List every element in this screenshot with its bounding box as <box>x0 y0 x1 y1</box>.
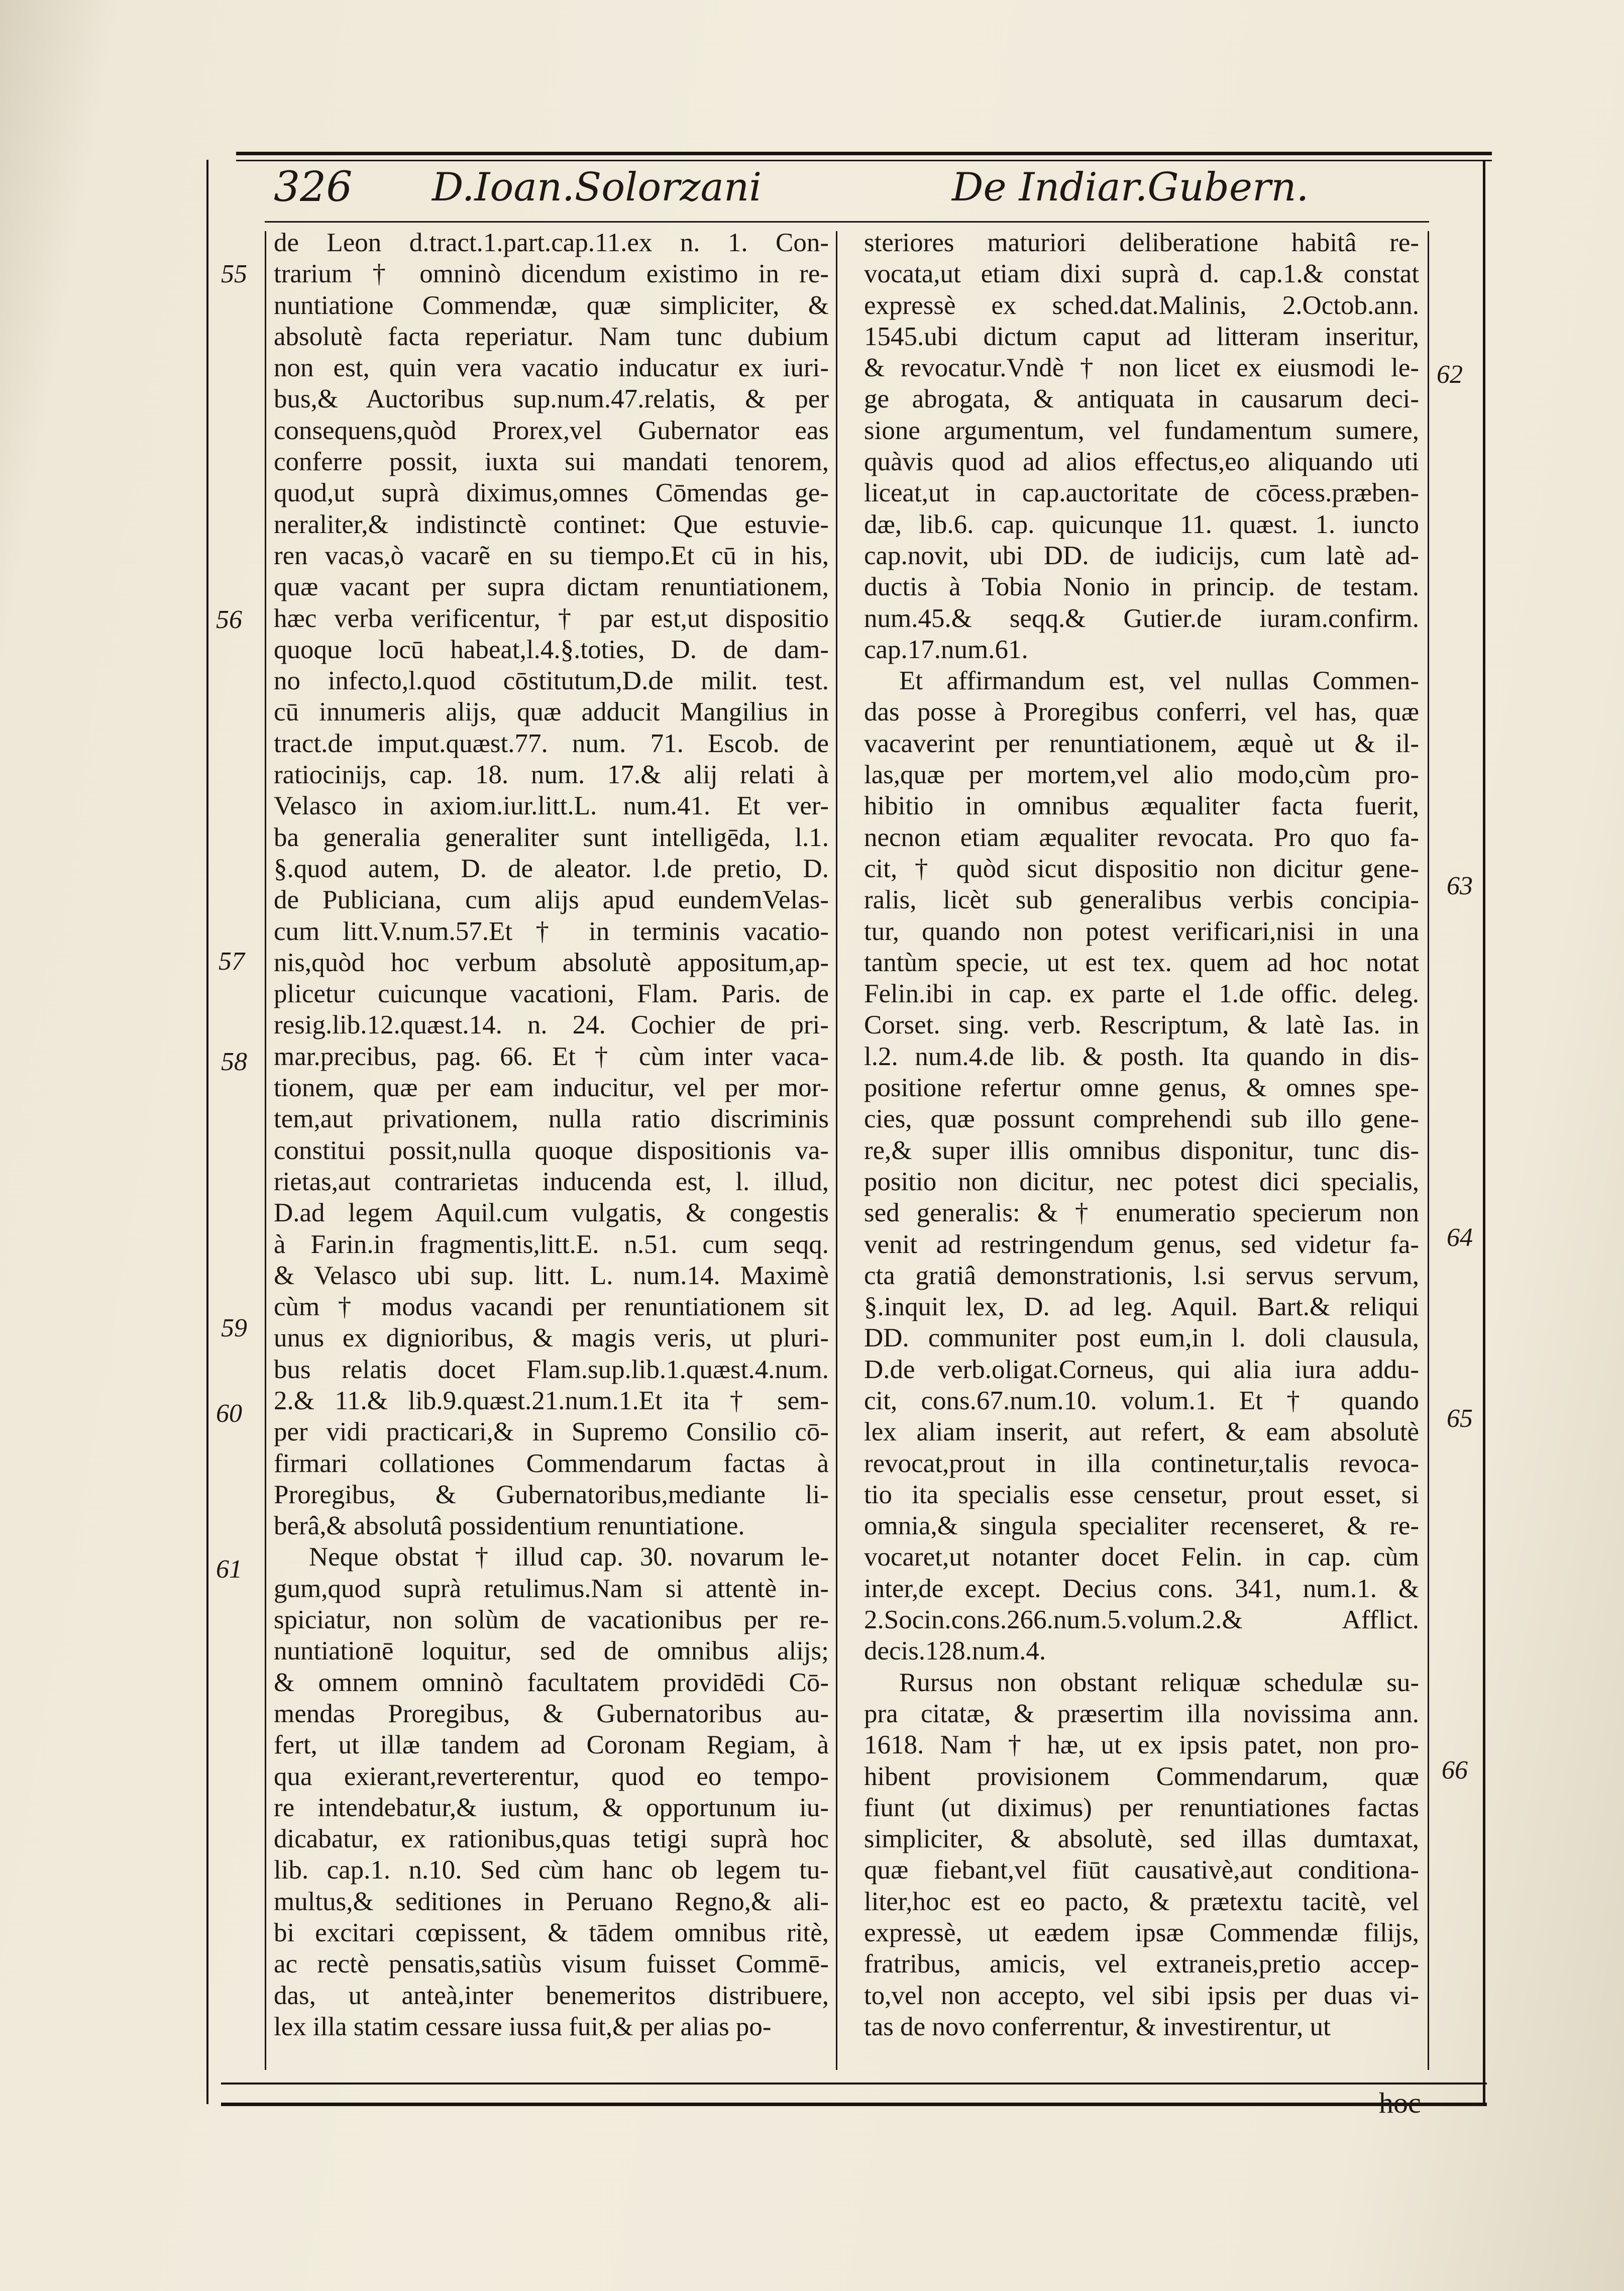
text-line: ralis, licèt sub generalibus verbis concipia- <box>864 885 1419 915</box>
margin-number: 56 <box>216 605 242 634</box>
text-line: absolutè facta reperiatur. Nam tunc dubium <box>274 322 829 351</box>
text-line: mar.precibus, pag. 66. Et † cùm inter vaca- <box>274 1042 829 1071</box>
text-line: steriores maturiori deliberatione habitâ re- <box>864 228 1419 257</box>
text-line: 1545.ubi dictum caput ad litteram inseritur, <box>864 322 1419 351</box>
text-line: mendas Proregibus, & Gubernatoribus au- <box>274 1699 829 1728</box>
text-line: unus ex dignioribus, & magis veris, ut pluri- <box>274 1323 829 1353</box>
margin-number: 64 <box>1447 1223 1473 1252</box>
text-line: num.45.& seqq.& Gutier.de iuram.confirm. <box>864 603 1419 633</box>
text-line: Rursus non obstant reliquæ schedulæ su- <box>899 1668 1419 1697</box>
text-line: cit, cons.67.num.10. volum.1. Et † quando <box>864 1386 1419 1415</box>
text-line: simpliciter, & absolutè, sed illas dumtaxat, <box>864 1824 1419 1854</box>
text-line: dæ, lib.6. cap. quicunque 11. quæst. 1. iuncto <box>864 509 1419 539</box>
text-line: §.quod autem, D. de aleator. l.de pretio, D. <box>274 854 829 883</box>
text-line: quæ vacant per supra dictam renuntiationem, <box>274 572 829 602</box>
text-line: D.de verb.oligat.Corneus, qui alia iura addu- <box>864 1355 1419 1384</box>
text-line: gum,quod suprà retulimus.Nam si attentè in- <box>274 1574 829 1603</box>
text-line: cap.17.num.61. <box>864 635 1028 664</box>
right-text-column <box>864 227 1419 2042</box>
text-line: Neque obstat † illud cap. 30. novarum le- <box>309 1542 829 1572</box>
text-line: tio ita specialis esse censetur, prout esset, si <box>864 1480 1419 1509</box>
text-line: firmari collationes Commendarum factas à <box>274 1448 829 1478</box>
text-line: Velasco in axiom.iur.litt.L. num.41. Et ver- <box>274 791 829 821</box>
margin-number: 57 <box>219 947 245 976</box>
text-line: to,vel non accepto, vel sibi ipsis per duas vi- <box>864 1981 1419 2010</box>
text-line: revocat,prout in illa continetur,talis revoca- <box>864 1448 1419 1478</box>
text-line: & Velasco ubi sup. litt. L. num.14. Maximè <box>274 1261 829 1290</box>
text-line: fratribus, amicis, vel extraneis,pretio accep- <box>864 1949 1419 1979</box>
text-line: expressè ex sched.dat.Malinis, 2.Octob.ann. <box>864 290 1419 320</box>
right-border-rule <box>1483 160 1485 2104</box>
text-line: de Publiciana, cum alijs apud eundemVelas- <box>274 885 829 915</box>
text-line: ba generalia generaliter sunt intelligēda, l.1. <box>274 822 829 852</box>
text-line: nis,quòd hoc verbum absolutè appositum,ap- <box>274 948 829 977</box>
text-line: de Leon d.tract.1.part.cap.11.ex n. 1. Con- <box>274 228 829 257</box>
text-line: & revocatur.Vndè † non licet ex eiusmodi le- <box>864 353 1419 383</box>
text-line: ductis à Tobia Nonio in princip. de testam. <box>864 572 1419 602</box>
text-line: 1618. Nam † hæ, ut ex ipsis patet, non pro- <box>864 1730 1419 1760</box>
text-line: ge abrogata, & antiquata in causarum deci- <box>864 384 1419 414</box>
left-column-rule <box>265 231 266 2070</box>
text-line: cies, quæ possunt comprehendi sub illo gene- <box>864 1104 1419 1134</box>
text-line: hæc verba verificentur, † par est,ut dispositio <box>274 603 829 633</box>
text-line: cùm † modus vacandi per renuntiationem sit <box>274 1292 829 1322</box>
text-line: hibitio in omnibus æqualiter facta fuerit, <box>864 791 1419 821</box>
text-line: nuntiationē loquitur, sed de omnibus alijs; <box>274 1636 829 1666</box>
header-rule <box>265 221 1429 223</box>
text-line: D.ad legem Aquil.cum vulgatis, & congestis <box>274 1198 829 1228</box>
text-line: à Farin.in fragmentis,litt.E. n.51. cum seqq. <box>274 1229 829 1259</box>
text-line: l.2. num.4.de lib. & posth. Ita quando in dis- <box>864 1042 1419 1071</box>
margin-number: 58 <box>221 1048 247 1076</box>
text-line: DD. communiter post eum,in l. doli clausula, <box>864 1323 1419 1353</box>
bottom-border-rule <box>221 2103 1487 2106</box>
text-line: per vidi practicari,& in Supremo Consilio cō- <box>274 1417 829 1447</box>
text-line: pra citatæ, & præsertim illa novissima ann. <box>864 1699 1419 1728</box>
text-line: inter,de except. Decius cons. 341, num.1. & <box>864 1574 1419 1603</box>
text-line: quod,ut suprà diximus,omnes Cōmendas ge- <box>274 478 829 508</box>
running-head-author: D.Ioan.Solorzani <box>432 165 762 210</box>
text-line: Proregibus, & Gubernatoribus,mediante li- <box>274 1480 829 1509</box>
text-line: cap.novit, ubi DD. de iudicijs, cum latè ad- <box>864 541 1419 570</box>
margin-number: 66 <box>1442 1756 1468 1785</box>
text-line: quæ fiebant,vel fiūt causativè,aut conditiona- <box>864 1855 1419 1885</box>
text-line: lib. cap.1. n.10. Sed cùm hanc ob legem tu- <box>274 1855 829 1885</box>
text-line: lex illa statim cessare iussa fuit,& per alias po- <box>274 2012 772 2041</box>
text-line: plicetur cuicunque vacationi, Flam. Paris. de <box>274 979 829 1009</box>
text-line: ac rectè pensatis,satiùs visum fuisset Commē- <box>274 1949 829 1979</box>
margin-number: 62 <box>1437 360 1463 389</box>
text-line: liter,hoc est eo pacto, & prætextu tacitè, vel <box>864 1887 1419 1916</box>
text-line: quoque locū habeat,l.4.§.toties, D. de dam- <box>274 635 829 664</box>
text-line: fert, ut illæ tandem ad Coronam Regiam, à <box>274 1730 829 1760</box>
text-line: non est, quin vera vacatio inducatur ex iuri- <box>274 353 829 383</box>
text-line: tract.de imput.quæst.77. num. 71. Escob. de <box>274 728 829 758</box>
text-line: ratiocinijs, cap. 18. num. 17.& alij relati à <box>274 760 829 790</box>
text-line: sione argumentum, vel fundamentum sumere, <box>864 415 1419 445</box>
page-number: 326 <box>274 163 353 211</box>
text-line: necnon etiam æqualiter revocata. Pro quo fa- <box>864 822 1419 852</box>
text-line: resig.lib.12.quæst.14. n. 24. Cochier de pri- <box>274 1010 829 1040</box>
text-line: tas de novo conferrentur, & investirentur, ut <box>864 2012 1331 2041</box>
text-line: tem,aut privationem, nulla ratio discriminis <box>274 1104 829 1134</box>
text-line: re intendebatur,& iustum, & opportunum iu- <box>274 1793 829 1822</box>
text-line: vocaret,ut notanter docet Felin. in cap. cùm <box>864 1542 1419 1572</box>
text-line: nuntiatione Commendæ, quæ simpliciter, & <box>274 290 829 320</box>
margin-number: 60 <box>216 1399 242 1428</box>
text-line: bi excitari cœpissent, & tādem omnibus ritè, <box>274 1918 829 1948</box>
text-line: positio non dicitur, nec potest dici specialis, <box>864 1167 1419 1196</box>
text-line: Felin.ibi in cap. ex parte el 1.de offic. deleg. <box>864 979 1419 1009</box>
text-line: cum litt.V.num.57.Et † in terminis vacatio- <box>274 916 829 946</box>
text-line: omnia,& singula specialiter recenseret, & re- <box>864 1511 1419 1541</box>
text-line: cta gratiâ demonstrationis, l.si servus servum, <box>864 1261 1419 1290</box>
margin-number: 63 <box>1447 872 1473 900</box>
middle-column-rule <box>836 231 837 2070</box>
text-line: fiunt (ut diximus) per renuntiationes factas <box>864 1793 1419 1822</box>
margin-number: 55 <box>221 260 247 288</box>
text-line: quàvis quod ad alios effectus,eo aliquando uti <box>864 447 1419 477</box>
text-line: spiciatur, non solùm de vacationibus per re- <box>274 1605 829 1635</box>
text-line: conferre possit, iuxta sui mandati tenorem, <box>274 447 829 477</box>
text-line: tantùm specie, ut est tex. quem ad hoc notat <box>864 948 1419 977</box>
text-line: qua exierant,reverterentur, quod eo tempo- <box>274 1761 829 1791</box>
bottom-inner-rule <box>221 2082 1487 2085</box>
left-border-rule <box>206 160 208 2104</box>
text-line: dicabatur, ex rationibus,quas tetigi suprà hoc <box>274 1824 829 1854</box>
text-line: rietas,aut contrarietas inducenda est, l. illud, <box>274 1167 829 1196</box>
text-line: hibent provisionem Commendarum, quæ <box>864 1761 1419 1791</box>
text-line: positione refertur omne genus, & omnes spe- <box>864 1073 1419 1103</box>
text-line: sed generalis: & † enumeratio specierum non <box>864 1198 1419 1228</box>
text-line: re,& super illis omnibus disponitur, tunc dis- <box>864 1135 1419 1165</box>
text-line: §.inquit lex, D. ad leg. Aquil. Bart.& reliqui <box>864 1292 1419 1322</box>
text-line: 2.Socin.cons.266.num.5.volum.2.& Afflict. <box>864 1605 1419 1635</box>
text-line: bus,& Auctoribus sup.num.47.relatis, & per <box>274 384 829 414</box>
text-line: decis.128.num.4. <box>864 1636 1046 1666</box>
text-line: liceat,ut in cap.auctoritate de cōcess.præben- <box>864 478 1419 508</box>
text-line: neraliter,& indistinctè continet: Que estuvie- <box>274 509 829 539</box>
text-line: trarium † omninò dicendum existimo in re- <box>274 259 829 289</box>
text-line: ren vacas,ò vacarẽ en su tiempo.Et cū in his, <box>274 541 829 570</box>
catchword: hoc <box>1379 2087 1421 2119</box>
text-line: no infecto,l.quod cōstitutum,D.de milit. test. <box>274 666 829 696</box>
text-line: das posse à Proregibus conferri, vel has, quæ <box>864 697 1419 727</box>
text-line: multus,& seditiones in Peruano Regno,& ali- <box>274 1887 829 1916</box>
text-line: Et affirmandum est, vel nullas Commen- <box>899 666 1419 696</box>
margin-number: 65 <box>1447 1404 1473 1433</box>
text-line: Corset. sing. verb. Rescriptum, & latè Ias. in <box>864 1010 1419 1040</box>
text-line: vacaverint per renuntiationem, æquè ut & il- <box>864 728 1419 758</box>
text-line: expressè, ut eædem ipsæ Commendæ filijs, <box>864 1918 1419 1948</box>
text-line: cū innumeris alijs, quæ adducit Mangilius in <box>274 697 829 727</box>
text-line: tur, quando non potest verificari,nisi in una <box>864 916 1419 946</box>
text-line: & omnem omninò facultatem providēdi Cō- <box>274 1668 829 1697</box>
text-line: venit ad restringendum genus, sed videtur fa- <box>864 1229 1419 1259</box>
text-line: vocata,ut etiam dixi suprà d. cap.1.& constat <box>864 259 1419 289</box>
text-line: 2.& 11.& lib.9.quæst.21.num.1.Et ita † sem- <box>274 1386 829 1415</box>
margin-number: 59 <box>221 1314 247 1342</box>
left-text-column <box>274 227 829 2042</box>
text-line: tionem, quæ per eam inducitur, vel per mor- <box>274 1073 829 1103</box>
text-line: consequens,quòd Prorex,vel Gubernator eas <box>274 415 829 445</box>
text-line: das, ut anteà,inter benemeritos distribuere, <box>274 1981 829 2010</box>
text-line: cit, † quòd sicut dispositio non dicitur gene- <box>864 854 1419 883</box>
top-border-rule <box>236 152 1492 155</box>
right-column-rule <box>1428 231 1429 2070</box>
text-line: constitui possit,nulla quoque dispositionis va- <box>274 1135 829 1165</box>
text-line: lex aliam inserit, aut refert, & eam absolutè <box>864 1417 1419 1447</box>
text-line: bus relatis docet Flam.sup.lib.1.quæst.4.num. <box>274 1355 829 1384</box>
running-head-title: De Indiar.Gubern. <box>952 165 1309 210</box>
margin-number: 61 <box>216 1555 242 1584</box>
text-line: berâ,& absolutâ possidentium renuntiatione. <box>274 1511 745 1541</box>
text-line: las,quæ per mortem,vel alio modo,cùm pro- <box>864 760 1419 790</box>
